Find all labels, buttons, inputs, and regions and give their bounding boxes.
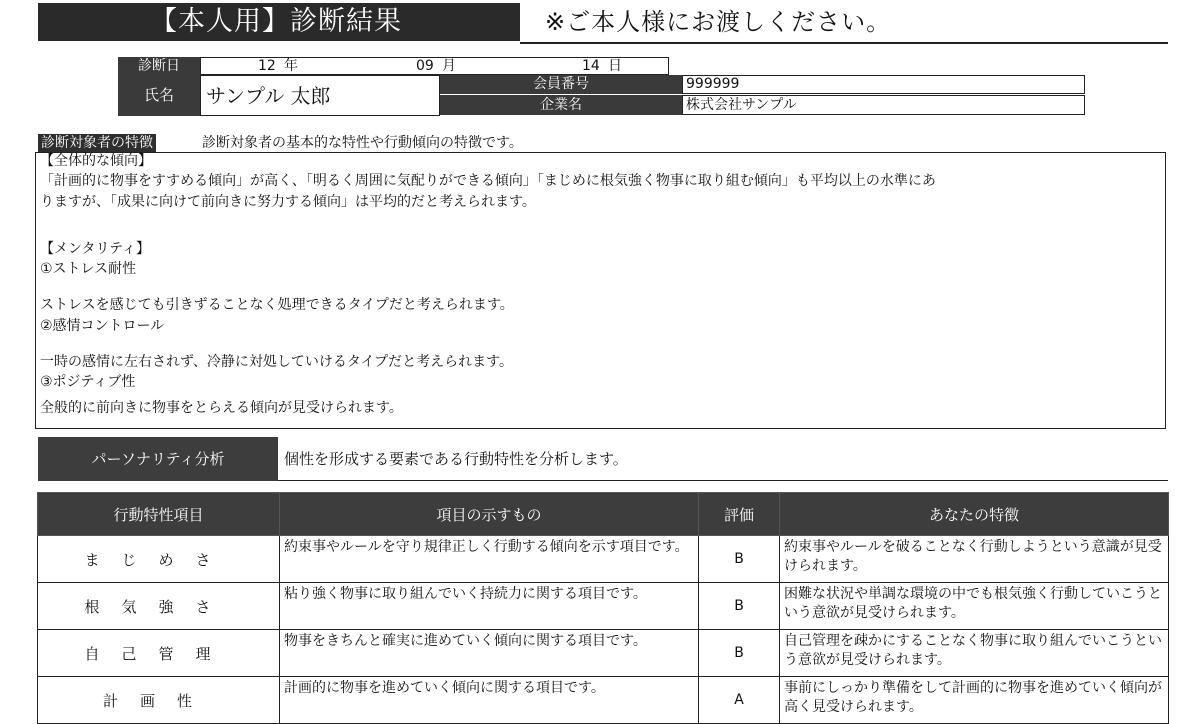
trait-meaning: 物事をきちんと確実に進めていく傾向に関する項目です。 — [280, 630, 699, 677]
date-year: 12 — [258, 58, 276, 74]
table-row — [38, 677, 1169, 724]
trait-grade: A — [699, 677, 780, 724]
analysis-table — [37, 492, 1169, 724]
name-value: サンプル 太郎 — [206, 84, 331, 108]
table-header-row — [38, 493, 1169, 536]
column-header-item: 行動特性項目 — [38, 493, 280, 536]
company-value: 株式会社サンプル — [686, 97, 797, 113]
traits-line: 【メンタリティ】 — [40, 241, 151, 257]
trait-item: まじめさ — [38, 536, 280, 583]
traits-line: ①ストレス耐性 — [40, 261, 137, 277]
date-day-unit: 日 — [608, 58, 622, 74]
column-header-meaning: 項目の示すもの — [280, 493, 699, 536]
member-number-label: 会員番号 — [440, 75, 682, 94]
date-month: 09 — [416, 58, 434, 74]
traits-line: ③ポジティブ性 — [40, 374, 136, 390]
traits-line: 「計画的に物事をすすめる傾向」が高く、「明るく周囲に気配りができる傾向」「まじめに根気強く物事に取り組む傾向」も平均以上の水準にあ — [40, 173, 936, 189]
personality-label: パーソナリティ分析 — [38, 437, 278, 481]
trait-meaning: 約束事やルールを守り規律正しく行動する傾向を示す項目です。 — [280, 536, 699, 583]
name-label: 氏名 — [118, 75, 200, 116]
handover-note: ※ご本人様にお渡しください。 — [545, 8, 892, 36]
trait-meaning: 粘り強く物事に取り組んでいく持続力に関する項目です。 — [280, 583, 699, 630]
trait-feature: 自己管理を疎かにすることなく物事に取り組んでいこうという意欲が見受けられます。 — [780, 630, 1169, 677]
column-header-grade: 評価 — [699, 493, 780, 536]
trait-grade: B — [699, 630, 780, 677]
date-month-unit: 月 — [442, 58, 456, 74]
trait-item: 計画性 — [38, 677, 280, 724]
traits-line: ストレスを感じても引きずることなく処理できるタイプだと考えられます。 — [40, 297, 514, 313]
table-row — [38, 536, 1169, 583]
trait-item: 根気強さ — [38, 583, 280, 630]
traits-line: ②感情コントロール — [40, 318, 165, 334]
trait-meaning: 計画的に物事を進めていく傾向に関する項目です。 — [280, 677, 699, 724]
traits-description: 診断対象者の基本的な特性や行動傾向の特徴です。 — [202, 135, 523, 151]
date-day: 14 — [582, 58, 600, 74]
traits-tag: 診断対象者の特徴 — [38, 134, 156, 152]
personality-underline — [278, 480, 1168, 481]
personality-description: 個性を形成する要素である行動特性を分析します。 — [284, 450, 628, 468]
date-year-unit: 年 — [284, 58, 298, 74]
trait-item: 自己管理 — [38, 630, 280, 677]
trait-feature: 事前にしっかり準備をして計画的に物事を進めていく傾向が高く見受けられます。 — [780, 677, 1169, 724]
company-label: 企業名 — [440, 95, 682, 115]
trait-grade: B — [699, 583, 780, 630]
column-header-feature: あなたの特徴 — [780, 493, 1169, 536]
title-underline — [520, 42, 1168, 44]
member-number-value: 999999 — [686, 76, 740, 92]
trait-feature: 約束事やルールを破ることなく行動しようという意識が見受けられます。 — [780, 536, 1169, 583]
traits-line: 一時の感情に左右されず、冷静に対処していけるタイプだと考えられます。 — [40, 354, 514, 370]
member-number-field — [682, 75, 1085, 94]
traits-line: 【全体的な傾向】 — [40, 153, 152, 169]
traits-line: 全般的に前向きに物事をとらえる傾向が見受けられます。 — [40, 400, 403, 416]
trait-feature: 困難な状況や単調な環境の中でも根気強く行動していこうという意欲が見受けられます。 — [780, 583, 1169, 630]
traits-line: りますが、「成果に向けて前向きに努力する傾向」は平均的だと考えられます。 — [40, 194, 536, 210]
table-row — [38, 583, 1169, 630]
table-row — [38, 630, 1169, 677]
date-label: 診断日 — [118, 57, 200, 75]
trait-grade: B — [699, 536, 780, 583]
page-title: 【本人用】診断結果 — [38, 3, 520, 41]
